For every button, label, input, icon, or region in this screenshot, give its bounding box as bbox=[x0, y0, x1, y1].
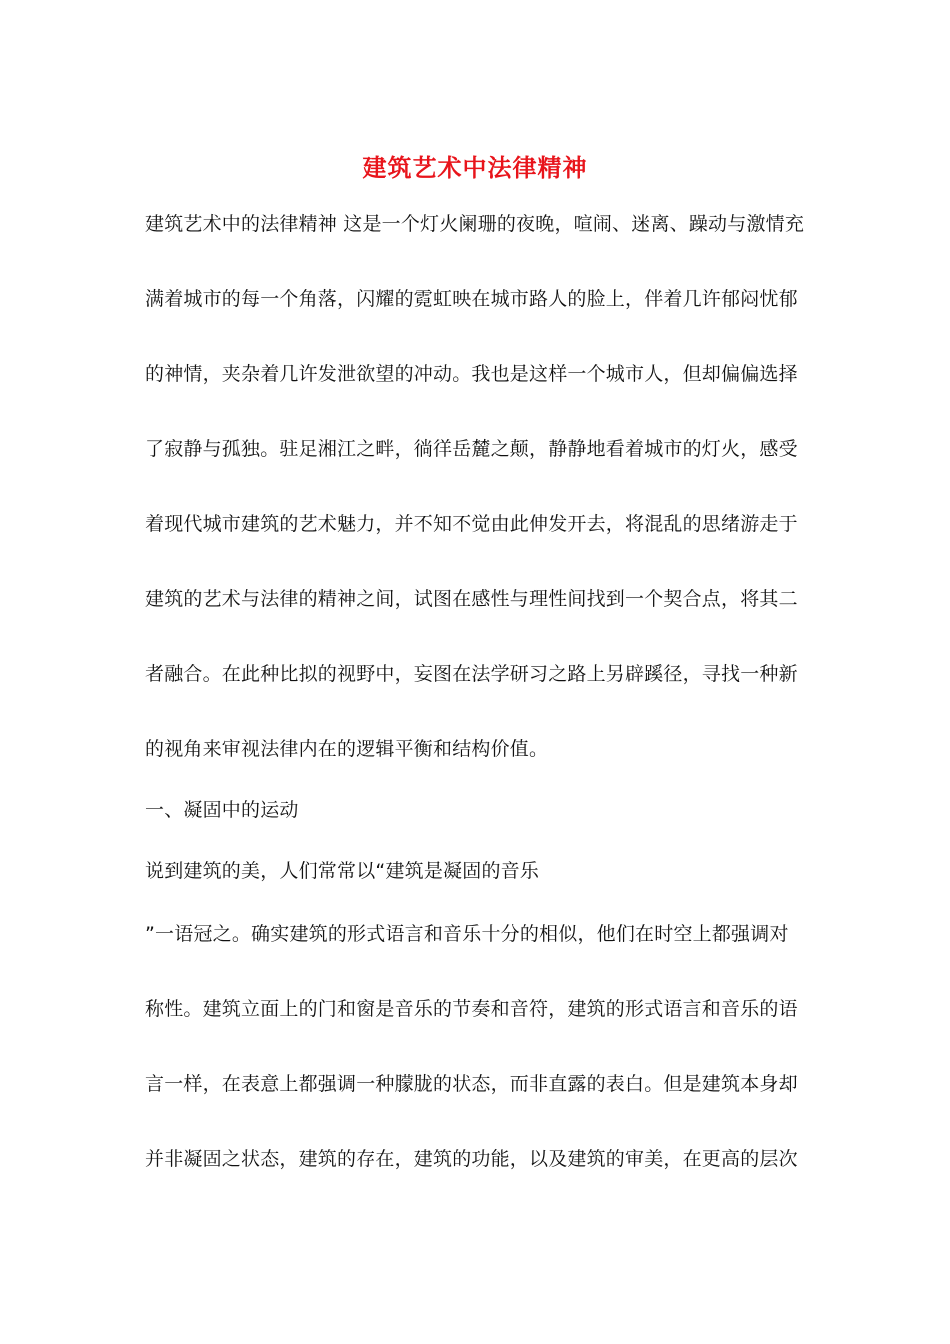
paragraph-line: 建筑艺术中的法律精神 这是一个灯火阑珊的夜晚，喧闹、迷离、躁动与激情充 bbox=[145, 213, 805, 235]
paragraph-line: ”一语冠之。确实建筑的形式语言和音乐十分的相似，他们在时空上都强调对 bbox=[145, 923, 789, 945]
paragraph-line: 了寂静与孤独。驻足湘江之畔，徜徉岳麓之颠，静静地看着城市的灯火，感受 bbox=[145, 438, 798, 460]
document-title: 建筑艺术中法律精神 bbox=[362, 154, 588, 182]
paragraph-line: 满着城市的每一个角落，闪耀的霓虹映在城市路人的脸上，伴着几许郁闷忧郁 bbox=[145, 288, 798, 310]
paragraph-line: 并非凝固之状态，建筑的存在，建筑的功能，以及建筑的审美，在更高的层次 bbox=[145, 1148, 798, 1170]
paragraph-line: 称性。建筑立面上的门和窗是音乐的节奏和音符，建筑的形式语言和音乐的语 bbox=[145, 998, 798, 1020]
paragraph-line: 的神情，夹杂着几许发泄欲望的冲动。我也是这样一个城市人，但却偏偏选择 bbox=[145, 363, 798, 385]
paragraph-line: 建筑的艺术与法律的精神之间，试图在感性与理性间找到一个契合点，将其二 bbox=[145, 588, 798, 610]
paragraph-line: 言一样，在表意上都强调一种朦胧的状态，而非直露的表白。但是建筑本身却 bbox=[145, 1073, 798, 1095]
paragraph-line: 的视角来审视法律内在的逻辑平衡和结构价值。 bbox=[145, 738, 549, 760]
paragraph-line: 者融合。在此种比拟的视野中，妄图在法学研习之路上另辟蹊径，寻找一种新 bbox=[145, 663, 798, 685]
section-heading: 一、凝固中的运动 bbox=[145, 799, 299, 821]
paragraph-line: 着现代城市建筑的艺术魅力，并不知不觉由此伸发开去，将混乱的思绪游走于 bbox=[145, 513, 798, 535]
paragraph-line: 说到建筑的美，人们常常以“建筑是凝固的音乐 bbox=[145, 860, 540, 882]
